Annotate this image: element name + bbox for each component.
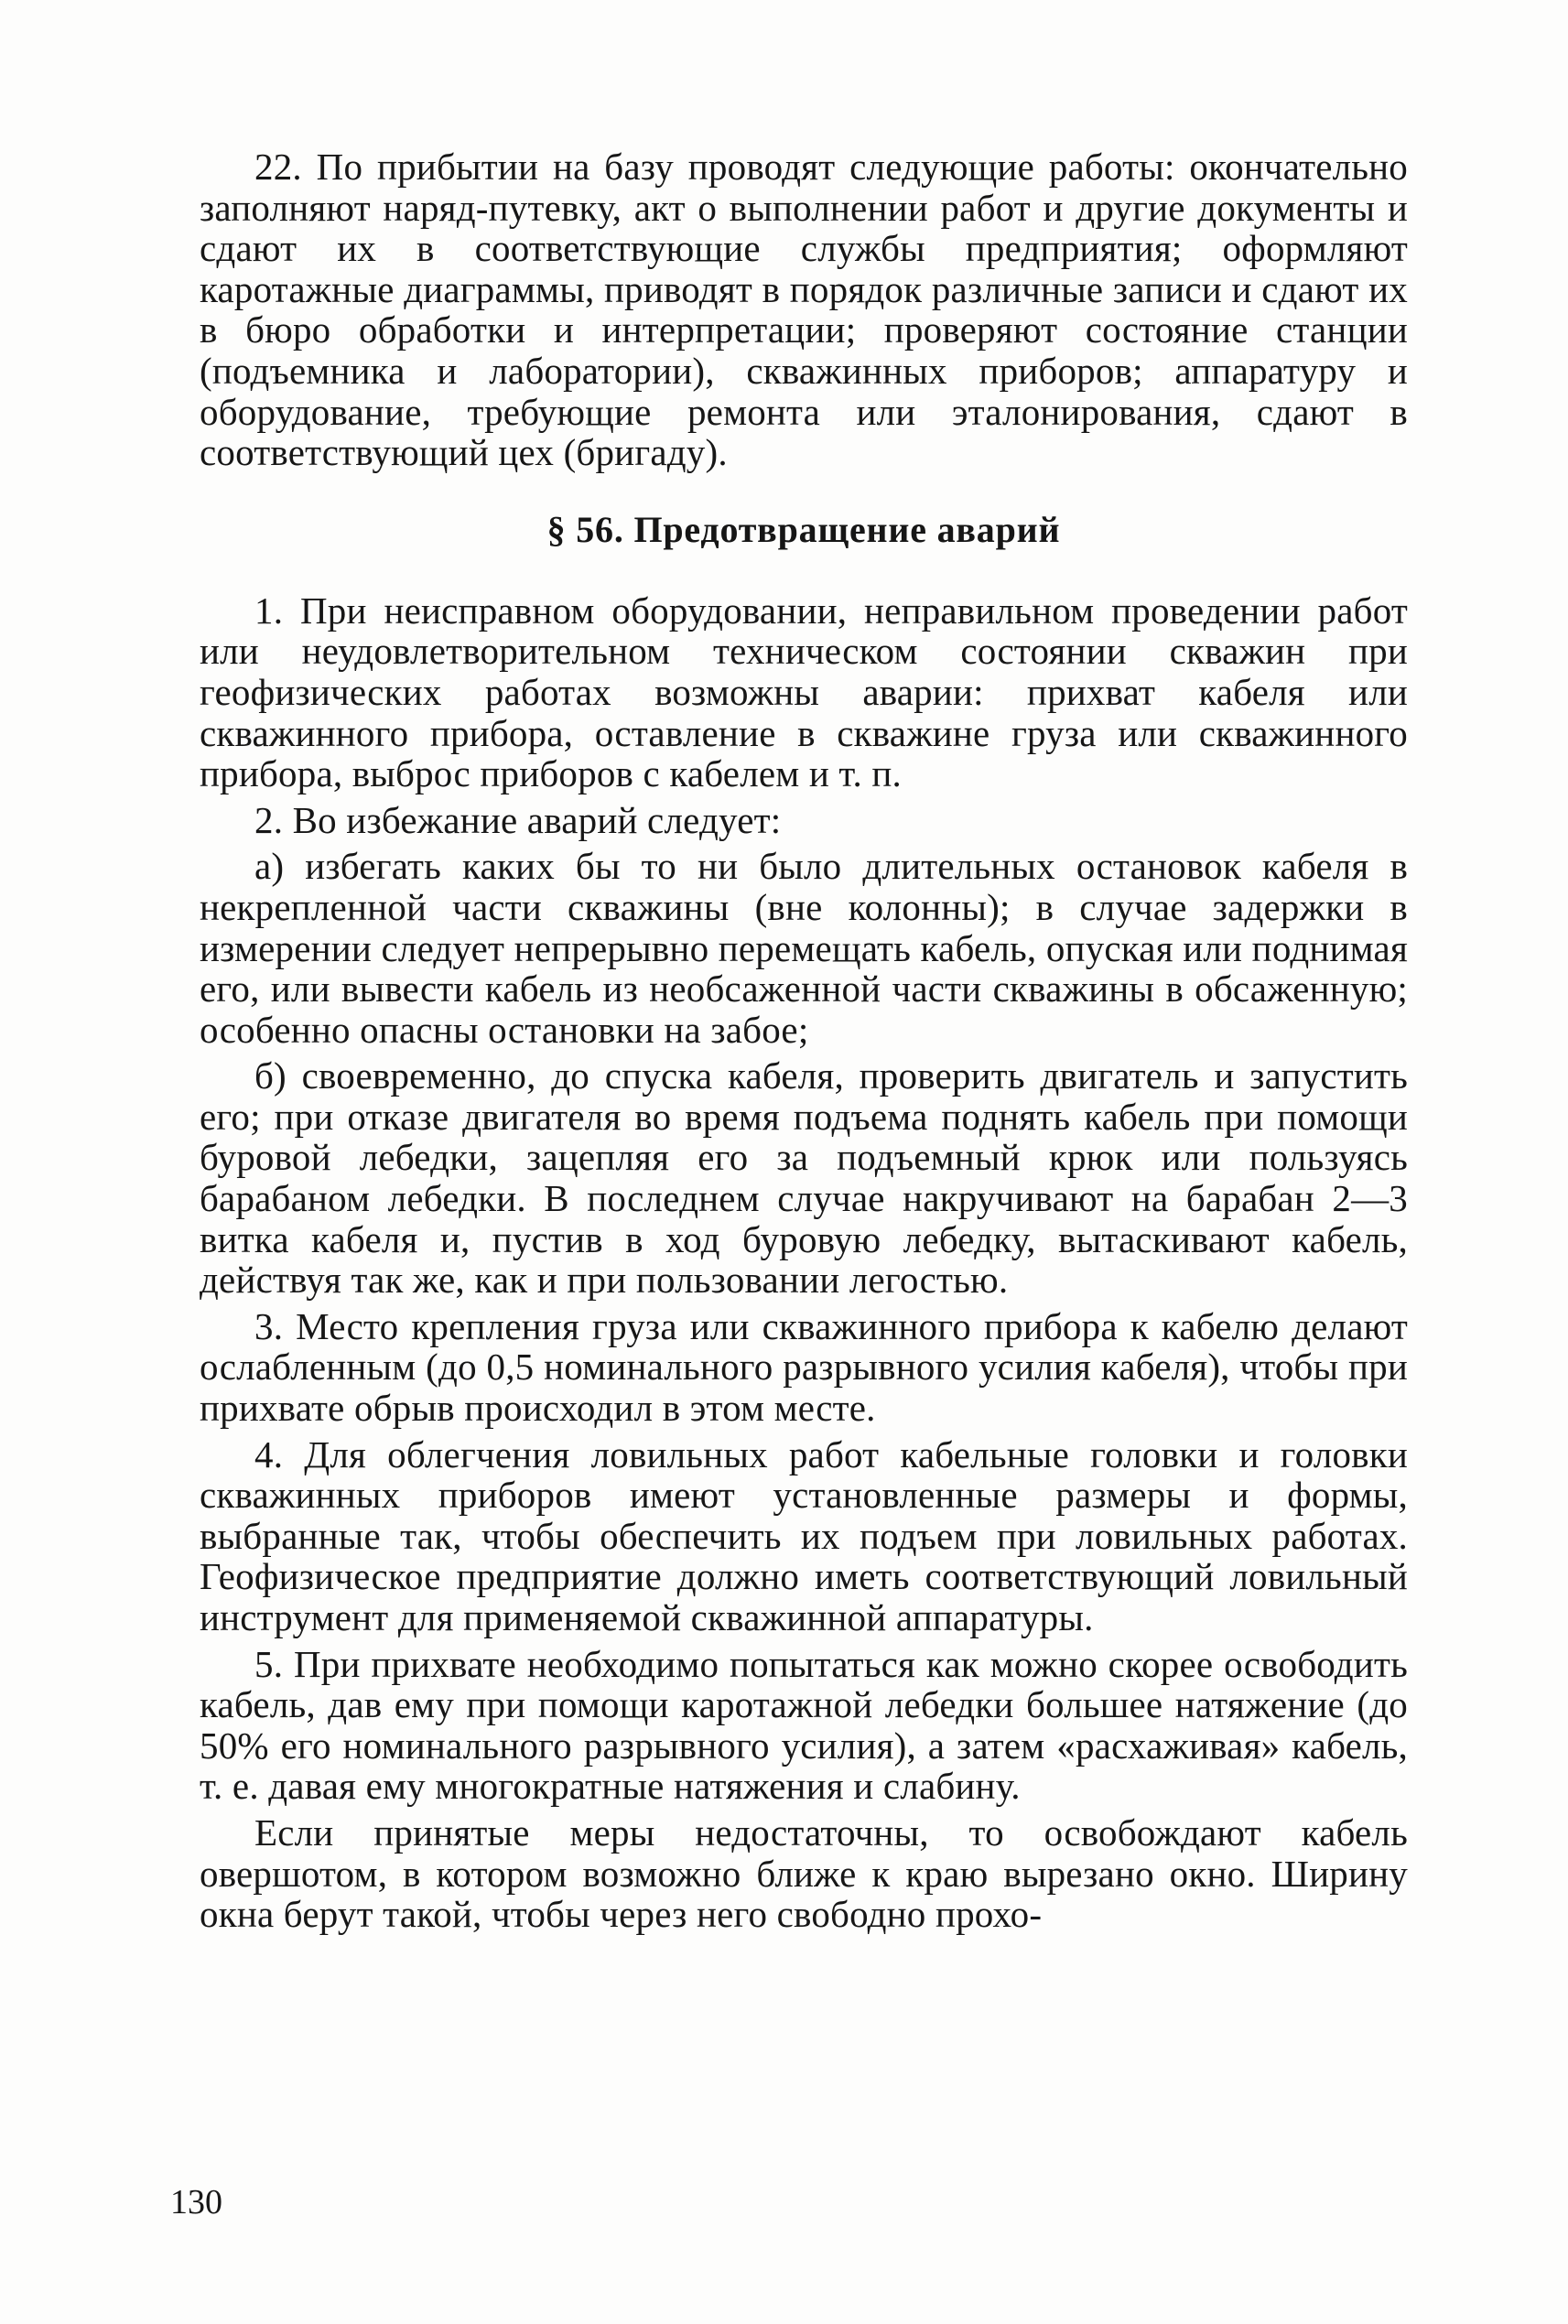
paragraph-continuation: Если принятые меры недостаточны, то освобождают кабель овершотом, в котором возможно ближе к краю вырезано окно. Ширину окна берут такой, чтобы через него свободно прохо- [200, 1811, 1408, 1936]
section-heading: § 56. Предотвращение аварий [546, 508, 1061, 550]
paragraph-3: 3. Место крепления груза или скважинного прибора к кабелю делают ослабленным (до 0,5 номинального разрывного усилия кабеля), чтобы при прихвате обрыв происходил в этом месте. [200, 1304, 1408, 1430]
paragraph-1: 1. При неисправном оборудовании, неправильном проведении работ или неудовлетворительном техническом состоянии скважин при геофизических работах возможны аварии: прихват кабеля или скважинного прибора, оставление в скважине груза или скважинного прибора, выброс приборов с кабелем и т. п. [200, 589, 1408, 795]
page-body [200, 146, 1408, 1935]
page-number: 130 [170, 2183, 222, 2221]
paragraph-5: 5. При прихвате необходимо попытаться как можно скорее освободить кабель, дав ему при помощи каротажной лебедки большее натяжение (до 50% его номинального разрывного усилия), а затем «расхаживая» кабель, т. е. давая ему многократные натяжения и слабину. [200, 1642, 1408, 1808]
paragraph-2: 2. Во избежание аварий следует: [254, 798, 782, 841]
paragraph-4: 4. Для облегчения ловильных работ кабельные головки и головки скважинных приборов имеют установленные размеры и формы, выбранные так, чтобы обеспечить их подъем при ловильных работах. Геофизическое предприятие должно иметь соответствующий ловильный инструмент для применяемой скважинной аппаратуры. [200, 1432, 1408, 1638]
paragraph-22: 22. По прибытии на базу проводят следующие работы: окончательно заполняют наряд-путевку, акт о выполнении работ и другие документы и сдают их в соответствующие службы предприятия; оформляют каротажные диаграммы, приводят в порядок различные записи и сдают их в бюро обработки и интерпретации; проверяют состояние станции (подъемника и лаборатории), скважинных приборов; аппаратуру и оборудование, требующие ремонта или эталонирования, сдают в соответствующий цех (бригаду). [200, 146, 1408, 474]
paragraph-2b: б) своевременно, до спуска кабеля, проверить двигатель и запустить его; при отказе двигателя во время подъема поднять кабель при помощи буровой лебедки, зацепляя его за подъемный крюк или пользуясь барабаном лебедки. В последнем случае накручивают на барабан 2—3 витка кабеля и, пустив в ход буровую лебедку, вытаскивают кабель, действуя так же, как и при пользовании легостью. [200, 1054, 1408, 1302]
paragraph-2a: а) избегать каких бы то ни было длительных остановок кабеля в некрепленной части скважины (вне колонны); в случае задержки в измерении следует непрерывно перемещать кабель, опуская или поднимая его, или вывести кабель из необсаженной части скважины в обсаженную; особенно опасны остановки на забое; [200, 845, 1408, 1051]
